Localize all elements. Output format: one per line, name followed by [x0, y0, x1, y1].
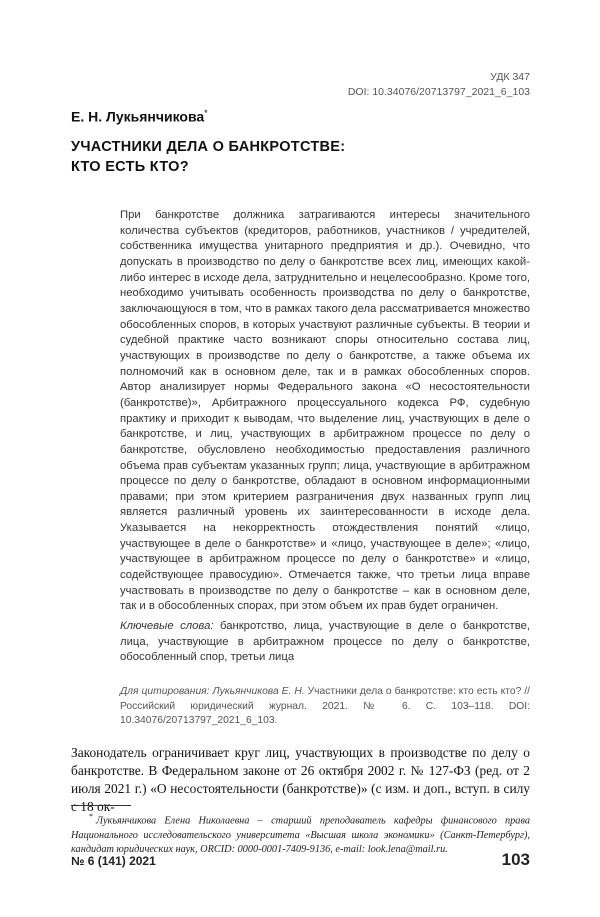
- title-line-1: УЧАСТНИКИ ДЕЛА О БАНКРОТСТВЕ:: [71, 139, 346, 155]
- footnote-text: Лукьянчикова Елена Николаевна – старший преподаватель кафедры финансового права Национального исследовательского университета «Высшая школа экономики» (Санкт-Петербург), кандидат юридических наук, ORCID: 0000-0001-7409-9136, e-mail: look.lena@mail.ru.: [71, 815, 530, 856]
- doi: DOI: 10.34076/20713797_2021_6_103: [347, 86, 530, 98]
- footnote-marker: *: [204, 108, 208, 118]
- issue-number: № 6 (141) 2021: [71, 854, 156, 868]
- footnote: [71, 810, 530, 858]
- article-meta: [348, 70, 530, 100]
- keywords-text: банкротство, лица, участвующие в деле о банкротстве, лица, участвующие в арбитражном процессе по делу о банкротстве, обособленный спор, третьи лица: [120, 620, 531, 664]
- citation: [120, 685, 530, 729]
- author-name: [71, 108, 208, 125]
- udk-code: УДК 347: [490, 71, 530, 83]
- abstract-text: При банкротстве должника затрагиваются интересы значительного количества субъектов (кредиторов, работников, участников / учредителей, собственника имущества унитарного предприятия и др.). Очевидно, что допускать в производство по делу о банкротстве всех лиц, имеющих какой-либо интерес в исходе дела, затруднительно и нецелесообразно. Кроме того, необходимо учитывать особенность производства по делу о банкротстве, заключающуюся в том, что в рамках такого дела рассматривается множество обособленных споров, в которых участвуют различные субъекты. В теории и судебной практике часто возникают споры относительно состава лиц, участвующих в производстве по делу о банкротстве, а также объема их полномочий как в основном деле, так и в рамках обособленных споров. Автор анализирует нормы Федерального закона «О несостоятельности (банкротстве)», Арбитражного процессуального кодекса РФ, судебную практику и приходит к выводам, что выделение лиц, участвующих в деле о банкротстве, и лиц, участвующих в арбитражном процессе по делу о банкротстве, обусловлено необходимостью предоставления различного объема прав субъектам указанных групп; лица, участвующие в арбитражном процессе по делу о банкротстве, обладают в основном информационными правами; при этом критерием разграничения двух названных групп лиц является различный уровень их заинтересованности в исходе дела. Указывается на некорректность отождествления понятий «лицо, участвующее в деле о банкротстве» и «лицо, участвующее в деле»; «лицо, участвующее в арбитражном процессе по делу о банкротстве» и «лицо, содействующее правосудию». Отмечается также, что третьи лица вправе участвовать в производстве по делу о банкротстве – как в основном деле, так и в обособленных спорах, при этом объем их прав будет ограничен.: [120, 209, 530, 613]
- page-number: 103: [501, 850, 530, 869]
- citation-author: Лукьянчикова Е. Н.: [212, 686, 305, 697]
- citation-text: Участники дела о банкротстве: кто есть кто? // Российский юридический журнал. 2021. № 6. С. 103–118. DOI: 10.34076/20713797_2021_6_103.: [120, 686, 530, 726]
- title-line-2: КТО ЕСТЬ КТО?: [71, 159, 189, 175]
- body-text: [71, 744, 530, 816]
- body-paragraph: Законодатель ограничивает круг лиц, участвующих в производстве по делу о банкротстве. В Федеральном законе от 26 октября 2002 г. № 127-ФЗ (ред. от 2 июля 2021 г.) «О несостоятельности (банкротстве)» (с изм. и доп., вступ. в силу с 18 ок-: [71, 745, 530, 814]
- footnote-divider: [71, 805, 131, 806]
- article-title: [71, 137, 345, 177]
- author-name-text: Е. Н. Лукьянчикова: [71, 108, 205, 125]
- citation-label: Для цитирования:: [120, 686, 210, 697]
- abstract: [120, 208, 530, 666]
- keywords-label: Ключевые слова:: [120, 620, 214, 633]
- keywords: [120, 619, 530, 666]
- footnote-mark: *: [89, 812, 93, 821]
